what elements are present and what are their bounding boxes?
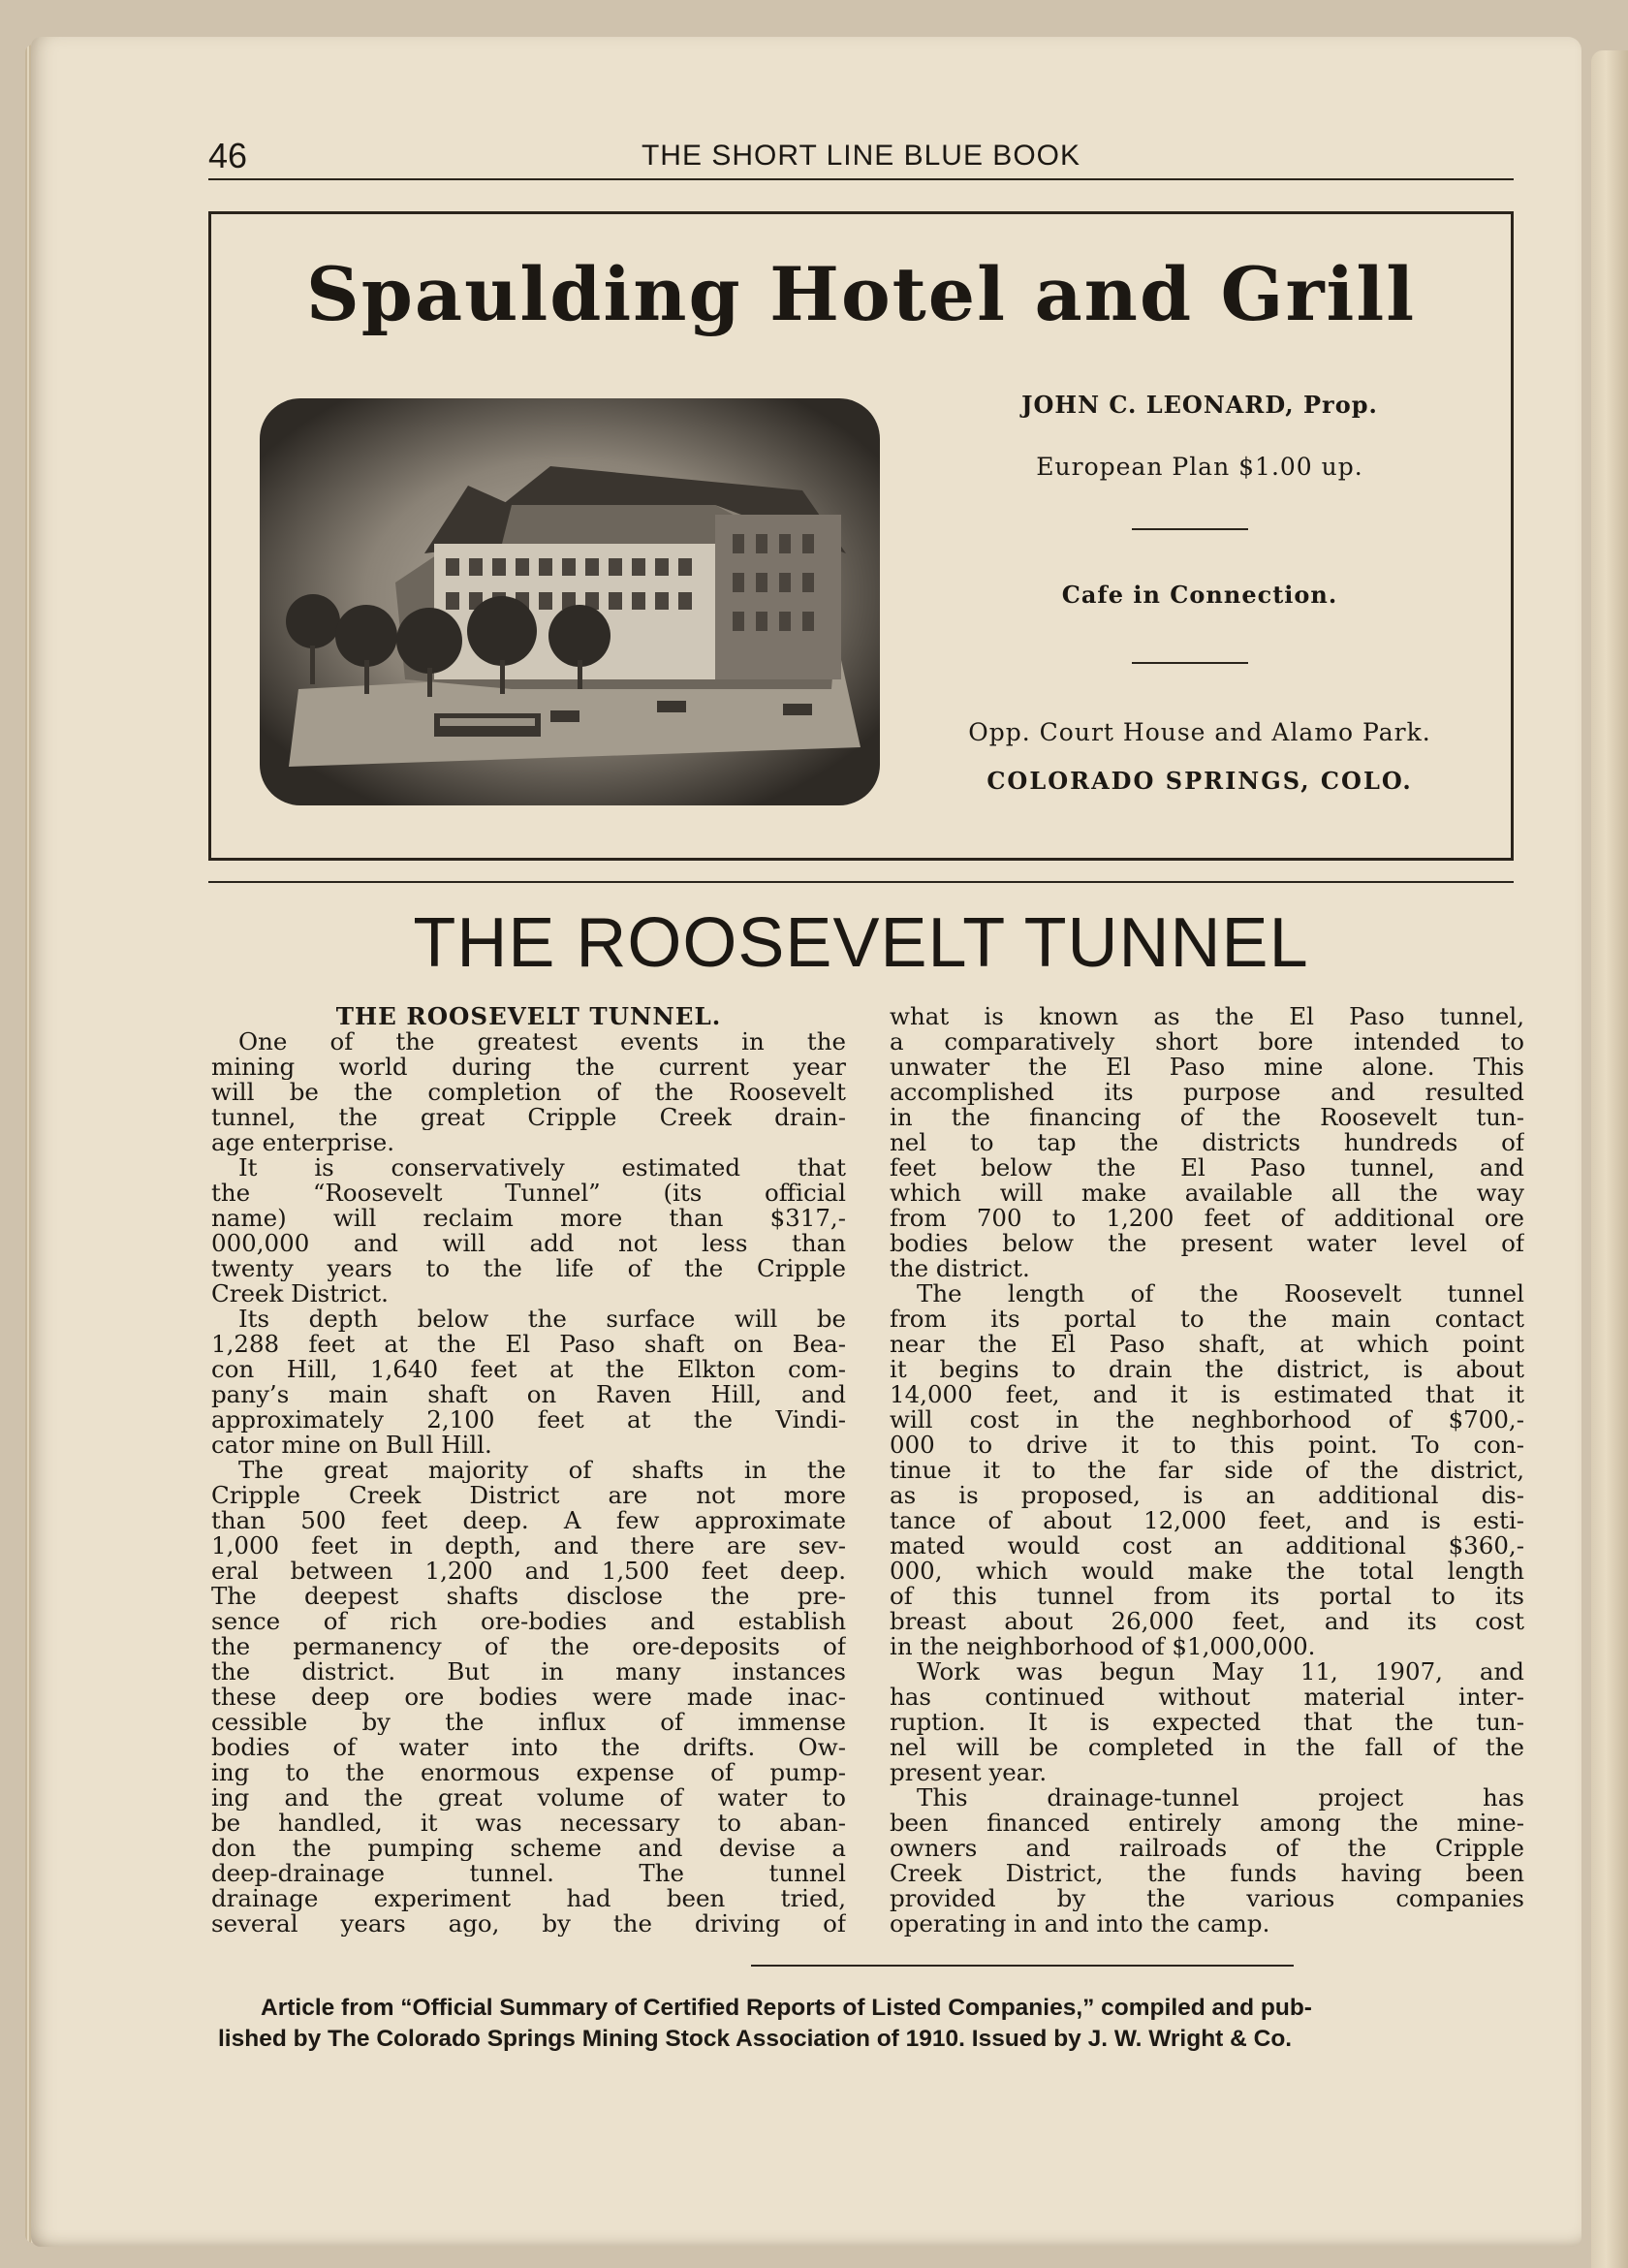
text-line: The length of the Roosevelt tunnel	[917, 1281, 1524, 1307]
text-line: 000, which would make the total length	[890, 1559, 1524, 1584]
text-line: owners and railroads of the Cripple	[890, 1836, 1524, 1861]
text-line: tance of about 12,000 feet, and is esti-	[890, 1508, 1524, 1533]
text-line: a comparatively short bore intended to	[890, 1029, 1524, 1055]
text-line: ing to the enormous expense of pump-	[211, 1760, 846, 1785]
text-line: Cripple Creek District are not more	[211, 1483, 846, 1508]
text-line: drainage experiment had been tried,	[211, 1886, 846, 1911]
text-line: 1,288 feet at the El Paso shaft on Bea-	[211, 1332, 846, 1357]
text-line: deep-drainage tunnel. The tunnel	[211, 1861, 846, 1886]
text-line: It is conservatively estimated that	[238, 1155, 846, 1181]
page-number: 46	[208, 136, 248, 175]
text-line: will be the completion of the Roosevelt	[211, 1080, 846, 1105]
text-line: mated would cost an additional $360,-	[890, 1533, 1524, 1559]
text-line: Work was begun May 11, 1907, and	[917, 1659, 1524, 1685]
text-line: 000 to drive it to this point. To con-	[890, 1433, 1524, 1458]
text-line: twenty years to the life of the Cripple	[211, 1256, 846, 1281]
source-note-line-1: Article from “Official Summary of Certified Reports of Listed Companies,” compiled and pub-	[261, 1995, 1312, 2021]
text-line: provided by the various companies	[890, 1886, 1524, 1911]
section-rule	[208, 881, 1514, 883]
text-line: several years ago, by the driving of	[211, 1911, 846, 1937]
text-line: feet below the El Paso tunnel, and	[890, 1155, 1524, 1181]
text-line: near the El Paso shaft, at which point	[890, 1332, 1524, 1357]
text-line: what is known as the El Paso tunnel,	[890, 1004, 1524, 1029]
ad-divider	[1132, 662, 1248, 664]
text-line: the permanency of the ore-deposits of	[211, 1634, 846, 1659]
text-line: tunnel, the great Cripple Creek drain-	[211, 1105, 846, 1130]
text-line: sence of rich ore-bodies and establish	[211, 1609, 846, 1634]
text-line: Creek District.	[211, 1281, 389, 1307]
text-line: breast about 26,000 feet, and its cost	[890, 1609, 1524, 1634]
text-line: 1,000 feet in depth, and there are sev-	[211, 1533, 846, 1559]
ad-cafe: Cafe in Connection.	[1061, 581, 1338, 609]
book-title: THE SHORT LINE BLUE BOOK	[641, 140, 1080, 172]
text-line: 000,000 and will add not less than	[211, 1231, 846, 1256]
text-line: than 500 feet deep. A few approximate	[211, 1508, 846, 1533]
text-line: the district.	[890, 1256, 1030, 1281]
text-line: Its depth below the surface will be	[238, 1307, 846, 1332]
ad-divider	[1132, 528, 1248, 530]
text-line: tinue it to the far side of the district,	[890, 1458, 1524, 1483]
text-line: ing and the great volume of water to	[211, 1785, 846, 1811]
text-line: the district. But in many instances	[211, 1659, 846, 1685]
hotel-engraving	[260, 398, 880, 805]
text-line: the “Roosevelt Tunnel” (its official	[211, 1181, 846, 1206]
text-line: approximately 2,100 feet at the Vindi-	[211, 1407, 846, 1433]
text-line: name) will reclaim more than $317,-	[211, 1206, 846, 1231]
text-line: from 700 to 1,200 feet of additional ore	[890, 1206, 1524, 1231]
text-line: con Hill, 1,640 feet at the Elkton com-	[211, 1357, 846, 1382]
text-line: has continued without material inter-	[890, 1685, 1524, 1710]
text-line: age enterprise.	[211, 1130, 395, 1155]
text-line: cator mine on Bull Hill.	[211, 1433, 492, 1458]
text-line: present year.	[890, 1760, 1048, 1785]
text-line: nel will be completed in the fall of the	[890, 1735, 1524, 1760]
text-line: be handled, it was necessary to aban-	[211, 1811, 846, 1836]
text-line: in the neighborhood of $1,000,000.	[890, 1634, 1316, 1659]
text-line: ruption. It is expected that the tun-	[890, 1710, 1524, 1735]
article-column-right	[890, 1004, 1524, 1937]
ad-location: Opp. Court House and Alamo Park.	[968, 718, 1431, 746]
text-line: it begins to drain the district, is about	[890, 1357, 1524, 1382]
text-line: bodies below the present water level of	[890, 1231, 1524, 1256]
article-title: THE ROOSEVELT TUNNEL	[413, 904, 1309, 982]
text-line: pany’s main shaft on Raven Hill, and	[211, 1382, 846, 1407]
text-line: operating in and into the camp.	[890, 1911, 1270, 1937]
hotel-advertisement	[208, 211, 1514, 861]
text-line: in the financing of the Roosevelt tun-	[890, 1105, 1524, 1130]
text-line: don the pumping scheme and devise a	[211, 1836, 846, 1861]
text-line: which will make available all the way	[890, 1181, 1524, 1206]
article-column-left	[211, 1004, 846, 1937]
text-line: from its portal to the main contact	[890, 1307, 1524, 1332]
header-rule	[208, 178, 1514, 180]
text-line: The deepest shafts disclose the pre-	[211, 1584, 846, 1609]
text-line: bodies of water into the drifts. Ow-	[211, 1735, 846, 1760]
running-head	[208, 136, 1514, 174]
text-line: accomplished its purpose and resulted	[890, 1080, 1524, 1105]
text-line: nel to tap the districts hundreds of	[890, 1130, 1524, 1155]
text-line: as is proposed, is an additional dis-	[890, 1483, 1524, 1508]
source-note-line-2: lished by The Colorado Springs Mining Stock Association of 1910. Issued by J. W. Wright & Co.	[218, 2026, 1293, 2052]
article-subheading: THE ROOSEVELT TUNNEL.	[335, 1002, 722, 1030]
text-line: eral between 1,200 and 1,500 feet deep.	[211, 1559, 846, 1584]
text-line: of this tunnel from its portal to its	[890, 1584, 1524, 1609]
text-line: Creek District, the funds having been	[890, 1861, 1524, 1886]
text-line: 14,000 feet, and it is estimated that it	[890, 1382, 1524, 1407]
text-line: these deep ore bodies were made inac-	[211, 1685, 846, 1710]
footnote-rule	[751, 1965, 1294, 1967]
text-line: This drainage-tunnel project has	[917, 1785, 1524, 1811]
text-line: will cost in the neghborhood of $700,-	[890, 1407, 1524, 1433]
text-line: been financed entirely among the mine-	[890, 1811, 1524, 1836]
text-line: unwater the El Paso mine alone. This	[890, 1055, 1524, 1080]
ad-title: Spaulding Hotel and Grill	[305, 251, 1417, 337]
ad-city: COLORADO SPRINGS, COLO.	[986, 767, 1413, 795]
ad-plan: European Plan $1.00 up.	[1036, 453, 1363, 481]
text-line: One of the greatest events in the	[238, 1029, 846, 1055]
facing-page-edge	[1591, 50, 1628, 2268]
text-line: The great majority of shafts in the	[238, 1458, 846, 1483]
text-line: mining world during the current year	[211, 1055, 846, 1080]
ad-proprietor: JOHN C. LEONARD, Prop.	[1021, 391, 1378, 419]
text-line: cessible by the influx of immense	[211, 1710, 846, 1735]
